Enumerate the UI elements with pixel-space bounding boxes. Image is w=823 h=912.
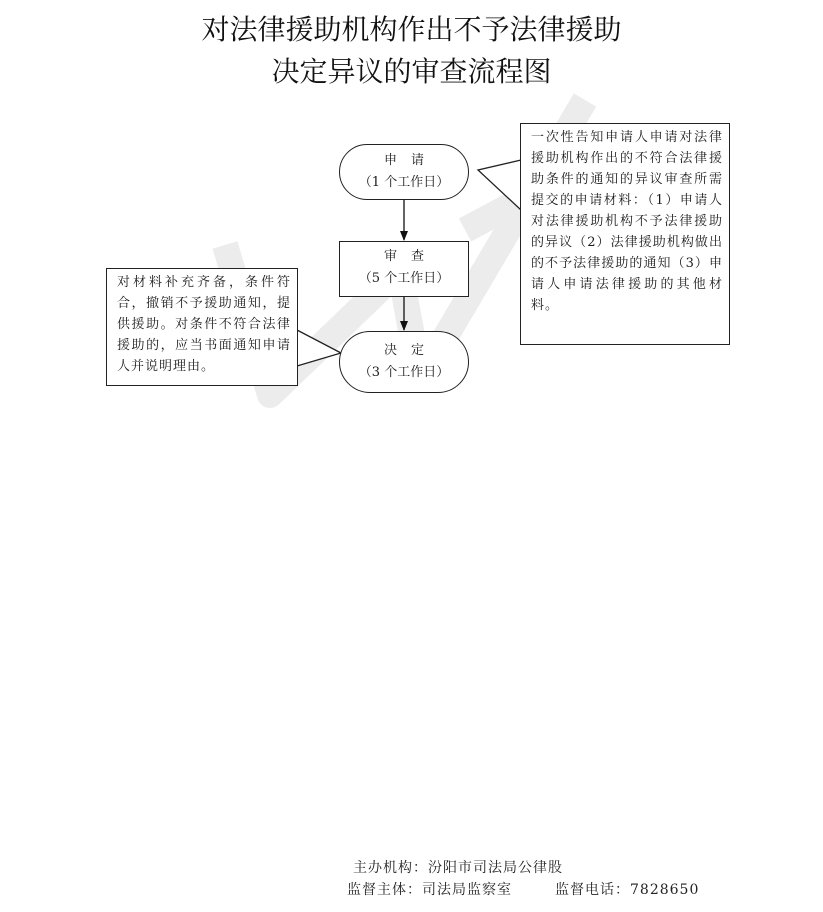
callout-pointer-left — [297, 330, 341, 366]
footer-phone: 监督电话：7828650 — [555, 882, 700, 898]
node-decide-label: 决定 — [383, 343, 438, 358]
page-title-line-1: 对法律援助机构作出不予法律援助 — [201, 13, 622, 46]
flow-node-decide — [339, 331, 469, 393]
node-review-label: 审查 — [383, 249, 438, 264]
page-title-line-2: 决定异议的审查流程图 — [271, 55, 552, 88]
callout-note-required-materials: 一次性告知申请人申请对法律援助机构作出的不符合法律援助条件的通知的异议审查所需提交的申请材料：（1）申请人对法律援助机构不予法律援助的异议（2）法律援助机构做出的不予法律援助的通知（3）申请人申请法律援助的其他材料。 — [520, 123, 730, 345]
node-decide-duration: （3 个工作日） — [358, 365, 450, 380]
flow-node-apply — [339, 144, 469, 200]
footer-organizer: 主办机构：汾阳市司法局公律股 — [353, 860, 563, 876]
node-review-duration: （5 个工作日） — [358, 271, 450, 286]
flow-node-review — [339, 241, 469, 297]
callout-pointer-right — [478, 160, 521, 210]
node-apply-label: 申请 — [383, 153, 438, 168]
node-apply-duration: （1 个工作日） — [358, 175, 450, 190]
footer-supervisor: 监督主体：司法局监察室 — [347, 882, 512, 898]
callout-note-decision-outcome: 对材料补充齐备，条件符合，撤销不予援助通知，提供援助。对条件不符合法律援助的，应当书面通知申请人并说明理由。 — [106, 268, 298, 386]
